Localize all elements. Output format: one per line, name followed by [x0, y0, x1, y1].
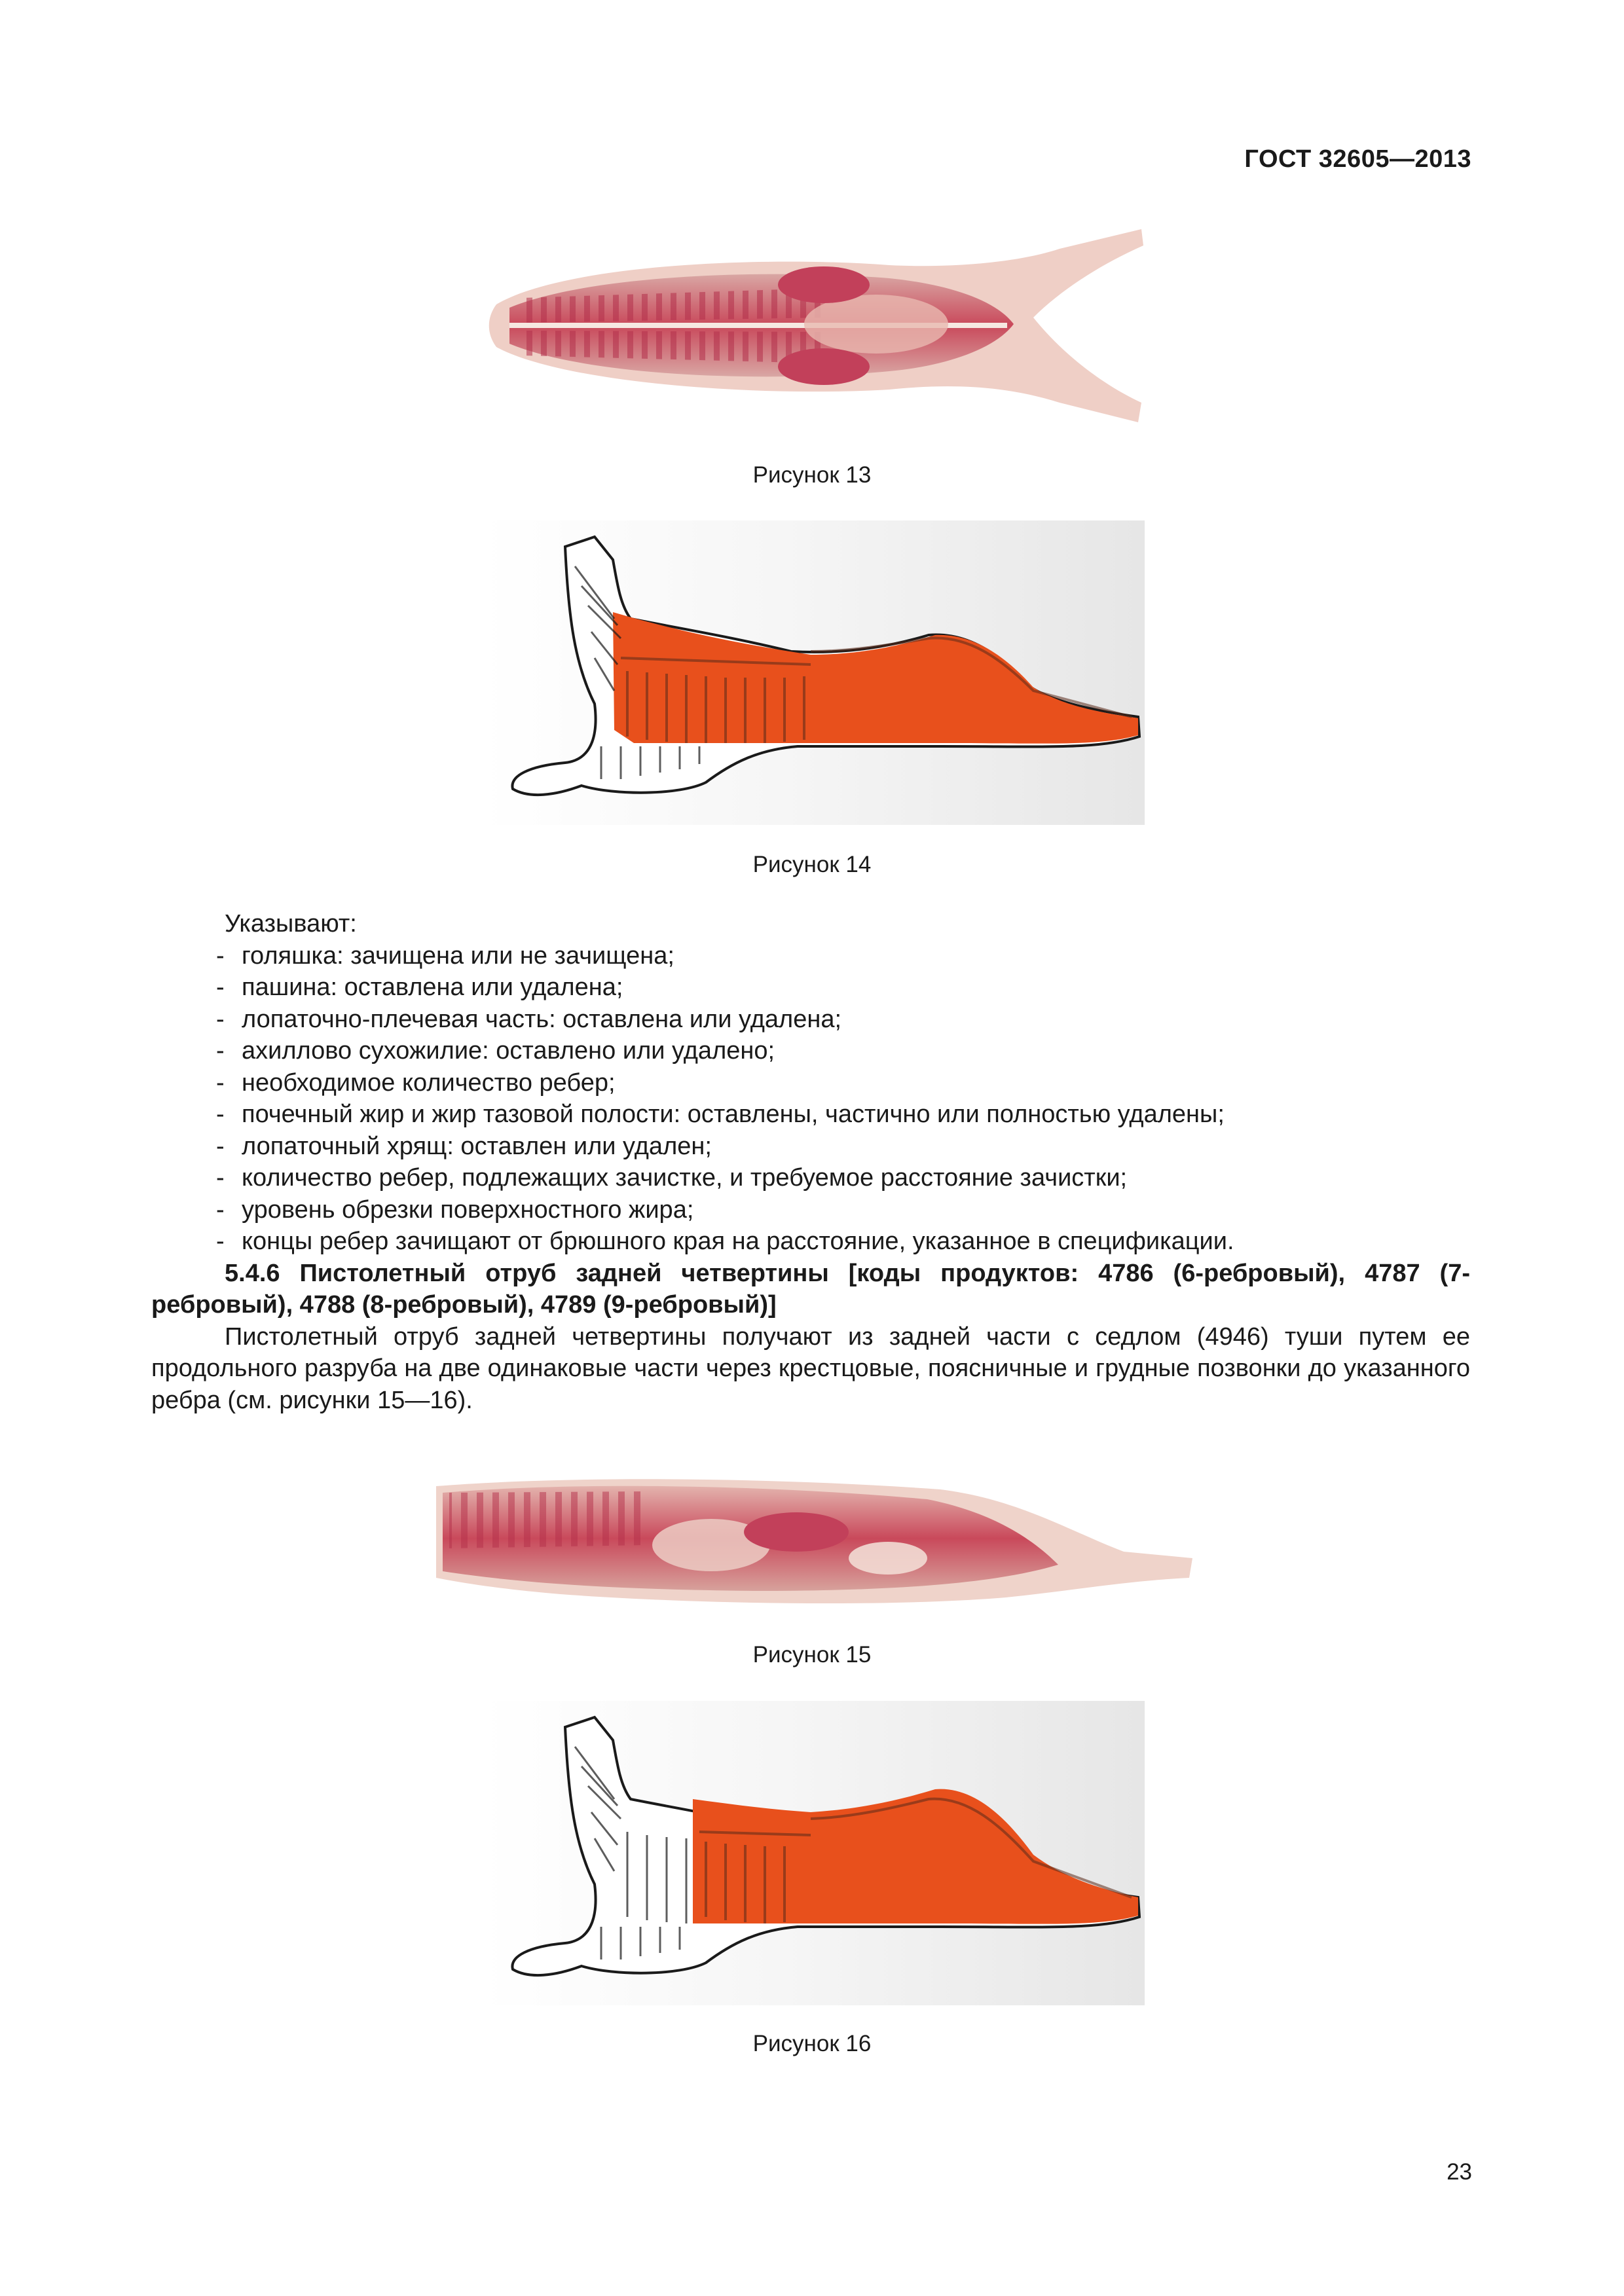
figure-16-diagram [483, 1701, 1145, 2005]
list-item: - ахиллово сухожилие: оставлено или удалено; [216, 1037, 775, 1065]
list-item: - уровень обрезки поверхностного жира; [216, 1195, 694, 1224]
figure-16-caption: Рисунок 16 [752, 2031, 872, 2056]
figure-15-photo [430, 1473, 1199, 1611]
list-item: - голяшка: зачищена или не зачищена; [216, 941, 674, 970]
figure-13-caption: Рисунок 13 [752, 462, 872, 488]
figure-13-photo [483, 226, 1150, 426]
intro-line: Указывают: [225, 910, 357, 938]
document-code: ГОСТ 32605—2013 [1244, 145, 1471, 173]
list-item: - количество ребер, подлежащих зачистке, и требуемое расстояние зачистки; [216, 1164, 1128, 1192]
list-item: - пашина: оставлена или удалена; [216, 974, 623, 1001]
list-item: - концы ребер зачищают от брюшного края на расстояние, указанное в спецификации. [216, 1228, 1234, 1255]
requirements-list [151, 940, 1470, 1258]
figure-14-caption: Рисунок 14 [752, 852, 872, 877]
pistol-cut-diagram-image [483, 1701, 1145, 2005]
list-item: - почечный жир и жир тазовой полости: оставлены, частично или полностью удалены; [216, 1101, 1225, 1128]
list-item: - лопаточно-плечевая часть: оставлена или удалена; [216, 1005, 842, 1033]
pistol-cut-photo-image [430, 1473, 1199, 1611]
carcass-cut-diagram-image [483, 520, 1145, 825]
list-item: - необходимое количество ребер; [216, 1068, 616, 1097]
section-heading: 5.4.6 Пистолетный отруб задней четвертины [коды продуктов: 4786 (6-ребровый), 4787 (7-ребровый), 4788 (8-ребровый), 4789 (9-ребровый)] [151, 1259, 1470, 1319]
body-text [151, 908, 1470, 1416]
carcass-top-view-image [483, 226, 1150, 426]
figure-14-diagram [483, 520, 1145, 825]
list-item: - лопаточный хрящ: оставлен или удален; [216, 1132, 712, 1160]
page-number: 23 [1447, 2159, 1472, 2185]
figure-15-caption: Рисунок 15 [752, 1642, 872, 1667]
section-paragraph: Пистолетный отруб задней четвертины получают из задней части с седлом (4946) туши путем ее продольного разруба на две одинаковые части через крестцовые, поясничные и грудные позвонки до указанного ребра (см. рисунки 15—16). [151, 1322, 1470, 1414]
